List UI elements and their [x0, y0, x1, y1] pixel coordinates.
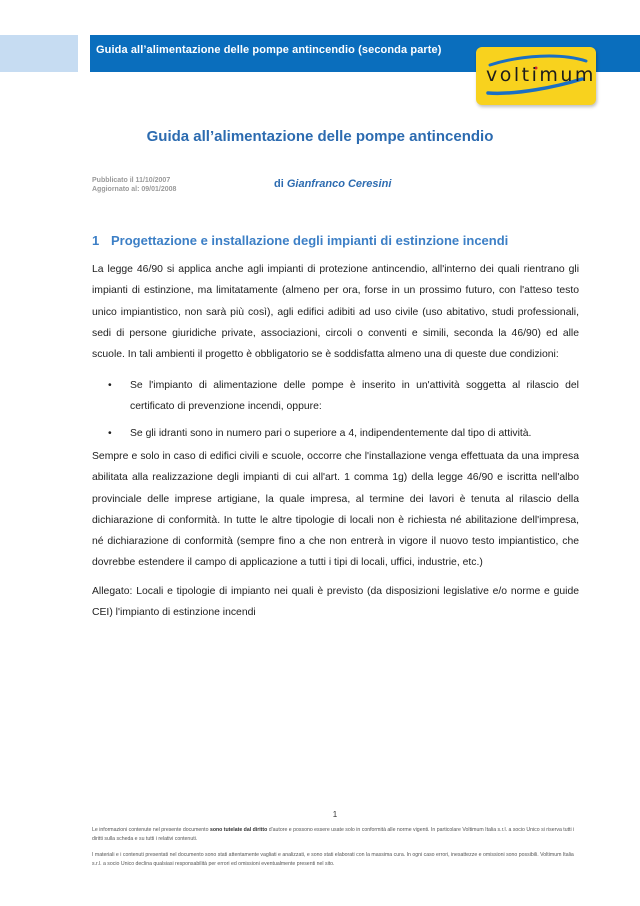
author-name: Gianfranco Ceresini: [286, 178, 392, 190]
paragraph-attachment: Allegato: Locali e tipologie di impianto nei quali è previsto (da disposizioni legislative e/o norme e guide CEI) l'impianto di estinzione incendi: [92, 586, 579, 619]
paragraph-installation: Sempre e solo in caso di edifici civili e scuole, occorre che l'installazione venga effettuata da una impresa abilitata alla realizzazione degli impianti di cui all'art. 1 comma 1g) della legge 46/90 e iscritta nell'albo provinciale delle imprese artigiane, la quale impresa, al termine dei lavori è tenuta al rilascio della dichiarazione di conformità. In tutte le altre tipologie di locali non è richiesta né abilitazione dell'impresa, né dichiarazione di conformità (sempre fino a che non entrerà in vigore il nuovo testo impiantistico, che dovrebbe estendere il campo di applicazione a tutti i tipi di locali, uffici, industrie, etc.): [92, 451, 579, 569]
list-item: • Se gli idranti sono in numero pari o superiore a 4, indipendentemente dal tipo di attività.: [108, 423, 579, 444]
header-title: Guida all’alimentazione delle pompe antincendio (seconda parte): [96, 44, 442, 56]
footer-note-bold: sono tutelate dal diritto: [209, 827, 268, 833]
footer-copyright-note: [92, 826, 580, 844]
list-item: • Se l'impianto di alimentazione delle pompe è inserito in un'attività soggetta al rilascio del certificato di prevenzione incendi, oppure:: [108, 375, 579, 418]
footer-disclaimer: I materiali e i contenuti presentati nel documento sono stati attentamente vagliati e analizzati, e sono stati elaborati con la massima cura. In ogni caso errori, inesattezze e omissioni sono possibili. Voltimum Italia s.r.l. a socio Unico declina qualsiasi responsabilità per errori ed omissioni eventualmente presenti nel sito.: [92, 852, 574, 867]
page-number: 1: [332, 810, 338, 819]
author-prefix: di: [274, 178, 284, 190]
voltimum-logo: [476, 47, 596, 105]
paragraph-intro: La legge 46/90 si applica anche agli impianti di protezione antincendio, all'interno dei quali rientrano gli impianti di estinzione, ma limitatamente (almeno per ora, forse in un prossimo futuro, con l'atteso testo unico impiantistico, non sarà più così), agli edifici adibiti ad uso civile (uso abitativo, studi professionali, sedi di persone giuridiche private, associazioni, circoli o conventi e simili, seconda la 46/90) ed alle scuole. In tali ambienti il progetto è obbligatorio se è soddisfatta almeno una di queste due condizioni:: [92, 264, 579, 361]
updated-date: Aggiornato al: 09/01/2008: [92, 186, 177, 193]
section-number: 1: [92, 233, 100, 248]
section-title: Progettazione e installazione degli impianti di estinzione incendi: [111, 233, 509, 248]
section-heading: [92, 233, 508, 248]
footer-note-text: d'autore e possono essere usate solo in conformità alle norme vigenti. In particolare Voltimum Italia s.r.l. a socio Unico si riserva tutti i diritti sulla scheda e su tutti i relativi contenuti.: [92, 827, 575, 842]
author-line: [274, 178, 391, 190]
document-title: Guida all’alimentazione delle pompe antincendio: [146, 128, 494, 145]
header-side-block: [0, 35, 78, 72]
conditions-list: [108, 375, 579, 449]
published-date: Pubblicato il 11/10/2007: [92, 177, 171, 184]
logo-text: voltimum: [486, 64, 596, 86]
footer-note-text: Le informazioni contenute nel presente documento: [92, 827, 210, 833]
publication-meta: [92, 176, 176, 194]
